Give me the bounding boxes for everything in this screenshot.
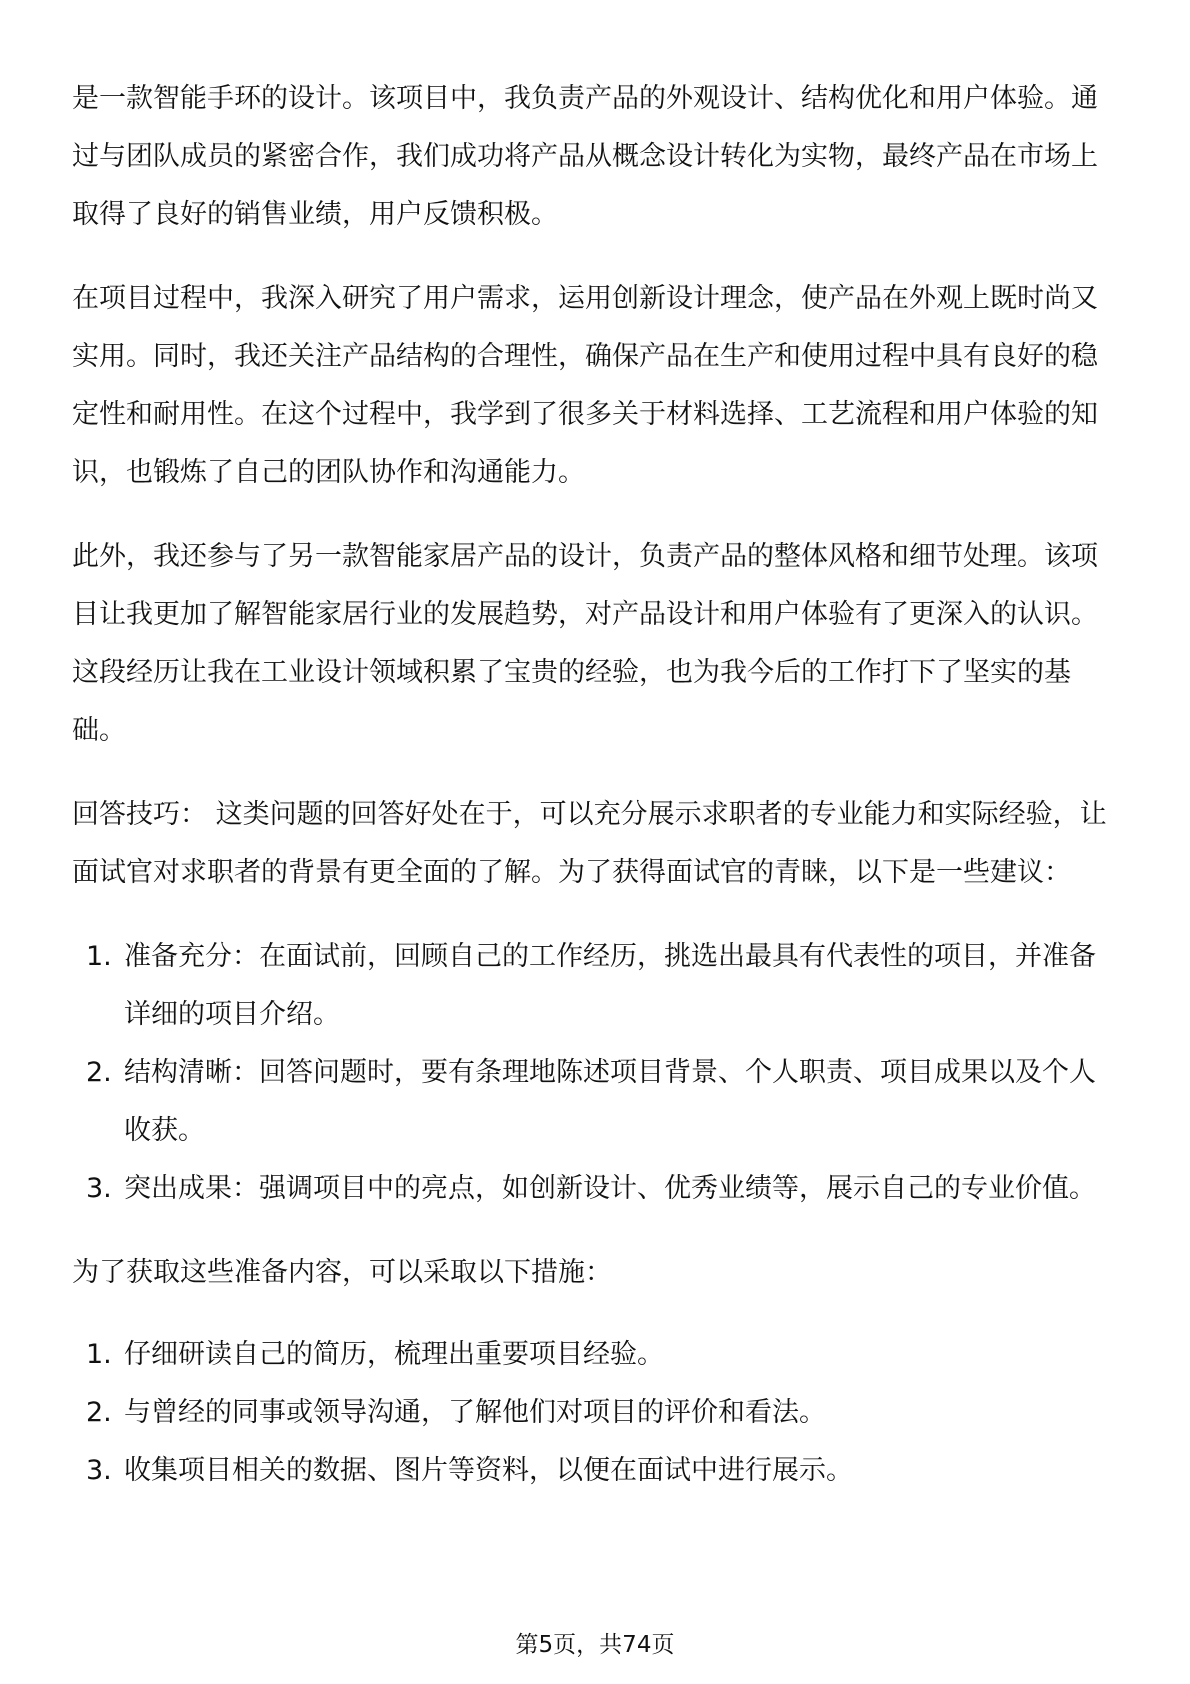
paragraph-answer-tips: 回答技巧： 这类问题的回答好处在于，可以充分展示求职者的专业能力和实际经验，让面试官对求职者的背景有更全面的了解。为了获得面试官的青睐，以下是一些建议：: [72, 799, 1107, 888]
list-item: [72, 1384, 1122, 1442]
list-item-text: 结构清晰：回答问题时，要有条理地陈述项目背景、个人职责、项目成果以及个人收获。: [124, 1057, 1096, 1146]
list-item-text: 突出成果：强调项目中的亮点，如创新设计、优秀业绩等，展示自己的专业价值。: [124, 1173, 1096, 1204]
list-item-number: 1.: [86, 1339, 112, 1370]
paragraph-smart-home: 此外，我还参与了另一款智能家居产品的设计，负责产品的整体风格和细节处理。该项目让我更加了解智能家居行业的发展趋势，对产品设计和用户体验有了更深入的认识。这段经历让我在工业设计领域积累了宝贵的经验，也为我今后的工作打下了坚实的基础。: [72, 541, 1098, 746]
list-item: [72, 1160, 1122, 1218]
list-item: [72, 928, 1122, 1044]
measures-list: [72, 1326, 1122, 1500]
list-item-number: 2.: [86, 1397, 112, 1428]
paragraph-project-process: 在项目过程中，我深入研究了用户需求，运用创新设计理念，使产品在外观上既时尚又实用。同时，我还关注产品结构的合理性，确保产品在生产和使用过程中具有良好的稳定性和耐用性。在这个过程中，我学到了很多关于材料选择、工艺流程和用户体验的知识，也锻炼了自己的团队协作和沟通能力。: [72, 283, 1098, 488]
list-item-text: 仔细研读自己的简历，梳理出重要项目经验。: [124, 1339, 664, 1370]
paragraph-project-intro: 是一款智能手环的设计。该项目中，我负责产品的外观设计、结构优化和用户体验。通过与团队成员的紧密合作，我们成功将产品从概念设计转化为实物，最终产品在市场上取得了良好的销售业绩，用户反馈积极。: [72, 83, 1098, 230]
list-item-number: 2.: [86, 1057, 112, 1088]
page-number-footer: 第5页，共74页: [515, 1632, 675, 1658]
paragraph-measures-intro: 为了获取这些准备内容，可以采取以下措施：: [72, 1257, 612, 1288]
list-item: [72, 1442, 1122, 1500]
list-item-text: 准备充分：在面试前，回顾自己的工作经历，挑选出最具有代表性的项目，并准备详细的项目介绍。: [124, 941, 1096, 1030]
list-item-number: 3.: [86, 1455, 112, 1486]
tips-list: [72, 928, 1122, 1218]
list-item-number: 3.: [86, 1173, 112, 1204]
list-item: [72, 1326, 1122, 1384]
list-item-text: 收集项目相关的数据、图片等资料，以便在面试中进行展示。: [124, 1455, 853, 1486]
list-item-text: 与曾经的同事或领导沟通，了解他们对项目的评价和看法。: [124, 1397, 826, 1428]
list-item: [72, 1044, 1122, 1160]
list-item-number: 1.: [86, 941, 112, 972]
page-body: [72, 70, 1122, 1526]
